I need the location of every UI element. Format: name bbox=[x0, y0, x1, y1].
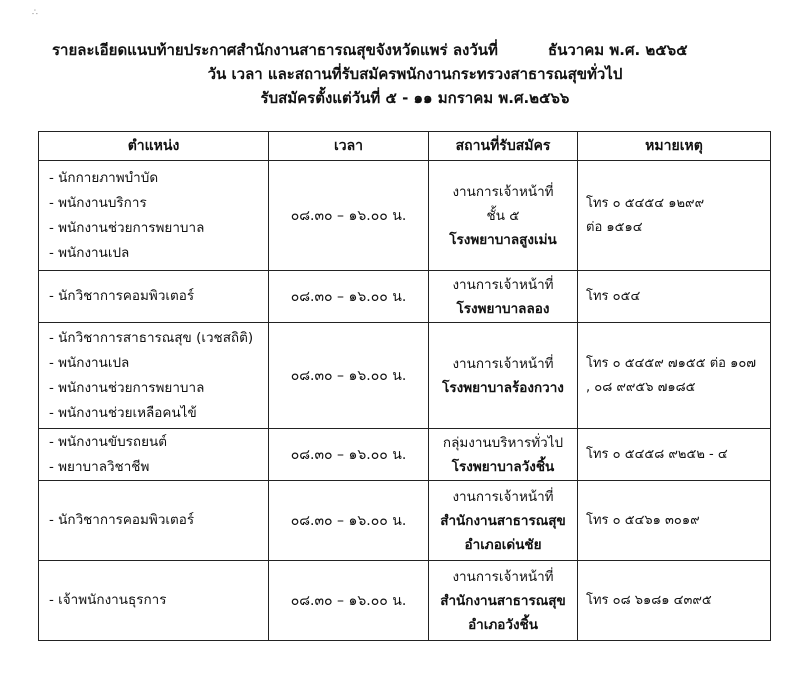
note-cell bbox=[578, 481, 771, 561]
note-line: โทร ๐ ๕๔๕๔ ๑๒๙๙ bbox=[586, 195, 705, 211]
header-line-2: วัน เวลา และสถานที่รับสมัครพนักงานกระทรวงสาธารณสุขทั่วไป bbox=[207, 65, 623, 83]
position-item: - พนักงานเปล bbox=[49, 354, 130, 371]
position-item: - พนักงานเปล bbox=[49, 244, 130, 261]
place-line: งานการเจ้าหน้าที่ bbox=[452, 183, 554, 200]
table-body bbox=[39, 161, 771, 641]
position-item: - พนักงานช่วยการพยาบาล bbox=[49, 379, 205, 396]
place-cell bbox=[429, 481, 578, 561]
header-note: หมายเหตุ bbox=[578, 132, 771, 161]
position-item: - นักกายภาพบำบัด bbox=[49, 169, 159, 186]
time-cell: ๐๘.๓๐ – ๑๖.๐๐ น. bbox=[269, 561, 429, 641]
table-row bbox=[39, 481, 771, 561]
header-position: ตำแหน่ง bbox=[39, 132, 269, 161]
note-line: โทร ๐ ๕๔๕๘ ๙๒๕๒ - ๔ bbox=[586, 446, 728, 462]
table-row bbox=[39, 429, 771, 481]
position-item: - นักวิชาการสาธารณสุข (เวชสถิติ) bbox=[49, 329, 254, 346]
position-cell bbox=[39, 323, 269, 429]
place-cell bbox=[429, 561, 578, 641]
time-cell: ๐๘.๓๐ – ๑๖.๐๐ น. bbox=[269, 429, 429, 481]
note-line: ต่อ ๑๕๑๔ bbox=[586, 219, 643, 235]
place-name: สำนักงานสาธารณสุข bbox=[440, 592, 566, 609]
time-cell: ๐๘.๓๐ – ๑๖.๐๐ น. bbox=[269, 161, 429, 271]
table-row bbox=[39, 161, 771, 271]
position-item: - พนักงานขับรถยนต์ bbox=[49, 433, 167, 450]
corner-mark: ∴ bbox=[32, 8, 38, 18]
note-line: โทร ๐ ๕๔๖๑ ๓๐๑๙ bbox=[586, 512, 700, 528]
position-item: - พนักงานบริการ bbox=[49, 194, 147, 211]
note-line: โทร ๐ ๕๔๕๙ ๗๑๕๕ ต่อ ๑๐๗ bbox=[586, 355, 757, 371]
header-line-3: รับสมัครตั้งแต่วันที่ ๕ - ๑๑ มกราคม พ.ศ.๒๕๖๖ bbox=[260, 89, 570, 107]
place-line: งานการเจ้าหน้าที่ bbox=[452, 488, 554, 505]
note-cell bbox=[578, 561, 771, 641]
time-cell: ๐๘.๓๐ – ๑๖.๐๐ น. bbox=[269, 481, 429, 561]
time-cell: ๐๘.๓๐ – ๑๖.๐๐ น. bbox=[269, 323, 429, 429]
place-name: โรงพยาบาลวังชิ้น bbox=[451, 458, 555, 475]
header-line-1-month: ธันวาคม พ.ศ. ๒๕๖๕ bbox=[548, 41, 688, 59]
place-cell bbox=[429, 429, 578, 481]
table-header-row bbox=[39, 132, 771, 161]
place-line: งานการเจ้าหน้าที่ bbox=[452, 355, 554, 372]
place-cell bbox=[429, 161, 578, 271]
place-cell bbox=[429, 323, 578, 429]
position-item: - พนักงานช่วยการพยาบาล bbox=[49, 219, 205, 236]
position-cell bbox=[39, 271, 269, 323]
position-cell bbox=[39, 561, 269, 641]
place-name: อำเภอเด่นชัย bbox=[464, 536, 542, 553]
position-item: - เจ้าพนักงานธุรการ bbox=[49, 592, 167, 608]
place-name: อำเภอวังชิ้น bbox=[468, 616, 538, 633]
note-line: , ๐๘ ๙๙๕๖ ๗๑๘๕ bbox=[586, 379, 696, 395]
note-line: โทร ๐๘ ๖๑๘๑ ๔๓๙๕ bbox=[586, 592, 712, 608]
header-time: เวลา bbox=[269, 132, 429, 161]
place-name: สำนักงานสาธารณสุข bbox=[440, 512, 566, 529]
header-line-1-text: รายละเอียดแนบท้ายประกาศสำนักงานสาธารณสุขจังหวัดแพร่ ลงวันที่ bbox=[52, 41, 498, 59]
note-cell bbox=[578, 161, 771, 271]
position-item: - นักวิชาการคอมพิวเตอร์ bbox=[49, 288, 195, 304]
place-name: โรงพยาบาลสูงเม่น bbox=[449, 231, 557, 248]
note-cell bbox=[578, 271, 771, 323]
place-name: โรงพยาบาลลอง bbox=[456, 300, 550, 317]
position-cell bbox=[39, 161, 269, 271]
place-line: ชั้น ๕ bbox=[486, 207, 520, 224]
document-header bbox=[0, 38, 800, 110]
position-cell bbox=[39, 429, 269, 481]
header-line-1 bbox=[0, 38, 800, 62]
position-cell bbox=[39, 481, 269, 561]
note-line: โทร ๐๕๔ bbox=[586, 288, 641, 304]
table-row bbox=[39, 561, 771, 641]
table-row bbox=[39, 271, 771, 323]
table-row bbox=[39, 323, 771, 429]
time-cell: ๐๘.๓๐ – ๑๖.๐๐ น. bbox=[269, 271, 429, 323]
position-item: - พยาบาลวิชาชีพ bbox=[49, 458, 150, 475]
position-item: - พนักงานช่วยเหลือคนไข้ bbox=[49, 404, 197, 421]
place-name: โรงพยาบาลร้องกวาง bbox=[442, 379, 564, 396]
place-cell bbox=[429, 271, 578, 323]
place-line: กลุ่มงานบริหารทั่วไป bbox=[442, 434, 564, 451]
place-line: งานการเจ้าหน้าที่ bbox=[452, 568, 554, 585]
note-cell bbox=[578, 429, 771, 481]
recruitment-table bbox=[38, 131, 771, 641]
place-line: งานการเจ้าหน้าที่ bbox=[452, 276, 554, 293]
header-place: สถานที่รับสมัคร bbox=[429, 132, 578, 161]
position-item: - นักวิชาการคอมพิวเตอร์ bbox=[49, 512, 195, 528]
note-cell bbox=[578, 323, 771, 429]
